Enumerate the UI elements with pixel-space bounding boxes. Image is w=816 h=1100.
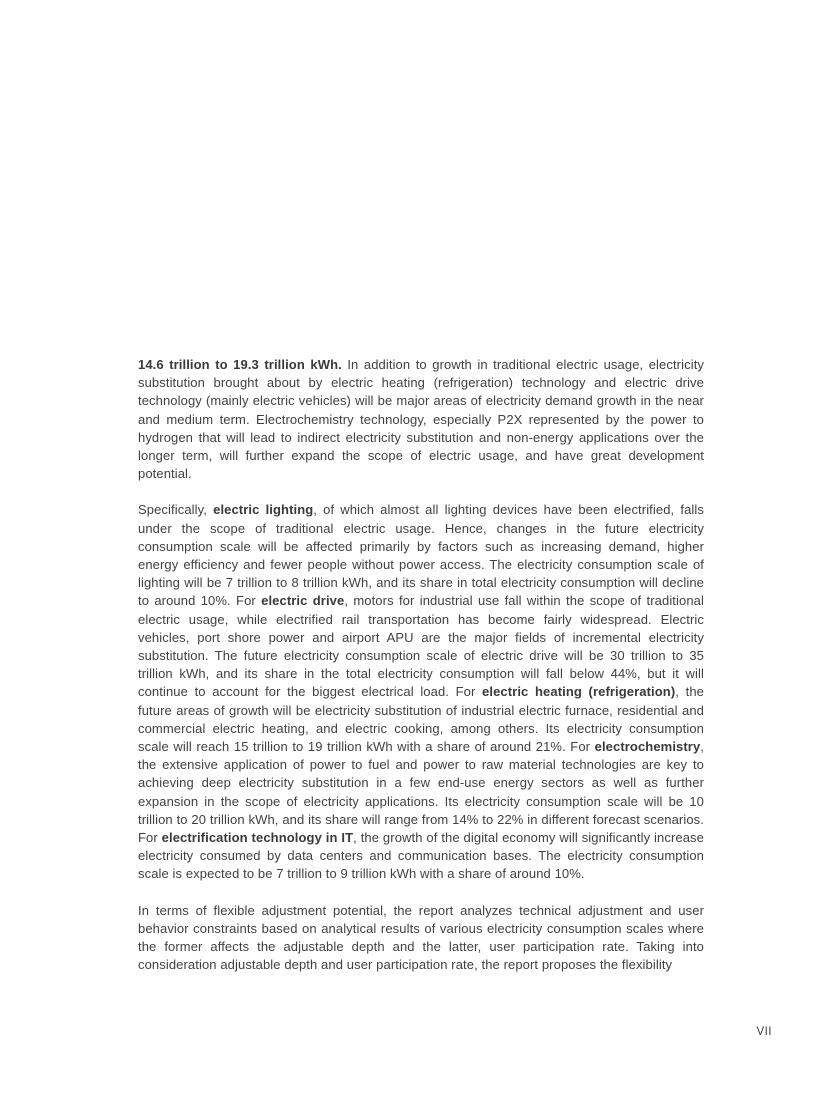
bold-text-segment: electric heating (refrigeration) [482,684,676,700]
page-number: VII [756,1026,772,1038]
text-segment: , the future areas of growth will be electricity substitution of industrial electric furnace, residential and commercial electric heating, and electric cooking, among others. Its electricity consumption scale will reach 15 trillion to 19 trillion kWh with a share of around 21%. For [138,684,704,755]
body-paragraph [138,902,704,975]
bold-text-segment: electrification technology in IT [161,830,354,846]
text-segment: , motors for industrial use fall within the scope of traditional electric usage, while electrified rail transportation has become fairly widespread. Electric vehicles, port shore power and airport APU are the major fields of incremental electricity substitution. The future electricity consumption scale of electric drive will be 30 trillion to 35 trillion kWh, and its share in the total electricity consumption will fall below 44%, but it will continue to account for the biggest electrical load. For [138,593,704,700]
bold-text-segment: 14.6 trillion to 19.3 trillion kWh. [138,357,342,372]
bold-text-segment: electric lighting [213,502,314,518]
bold-text-segment: electric drive [261,593,345,609]
body-text-block [138,356,704,975]
text-segment: , the extensive application of power to fuel and power to raw material technologies are key to achieving deep electricity substitution in a few end-use energy sectors as well as further expansion in the scope of electricity applications. Its electricity consumption scale will be 10 trillion to 20 trillion kWh, and its share will range from 14% to 22% in different forecast scenarios. For [138,739,704,846]
text-segment: , of which almost all lighting devices have been electrified, falls under the scope of traditional electric usage. Hence, changes in the future electricity consumption scale will be affected primarily by factors such as increasing demand, higher energy efficiency and fewer people without power access. The electricity consumption scale of lighting will be 7 trillion to 8 trillion kWh, and its share in total electricity consumption will decline to around 10%. For [138,502,704,609]
body-paragraph [138,501,704,883]
body-paragraph [138,356,704,483]
bold-text-segment: electrochemistry [594,739,701,755]
text-segment: Specifically, [138,502,214,518]
text-segment: , the growth of the digital economy will significantly increase electricity consumed by data centers and communication bases. The electricity consumption scale is expected to be 7 trillion to 9 trillion kWh with a share of around 10%. [138,830,704,882]
text-segment: In addition to growth in traditional electric usage, electricity substitution brought about by electric heating (refrigeration) technology and electric drive technology (mainly electric vehicles) will be major areas of electricity demand growth in the near and medium term. Electrochemistry technology, especially P2X represented by the power to hydrogen that will lead to indirect electricity substitution and non-energy applications over the longer term, will further expand the scope of electric usage, and have great development potential. [138,357,705,482]
text-segment: In terms of flexible adjustment potential, the report analyzes technical adjustment and user behavior constraints based on analytical results of various electricity consumption scales where the former affects the adjustable depth and the latter, user participation rate. Taking into consideration adjustable depth and user participation rate, the report proposes the flexibility [138,902,704,973]
